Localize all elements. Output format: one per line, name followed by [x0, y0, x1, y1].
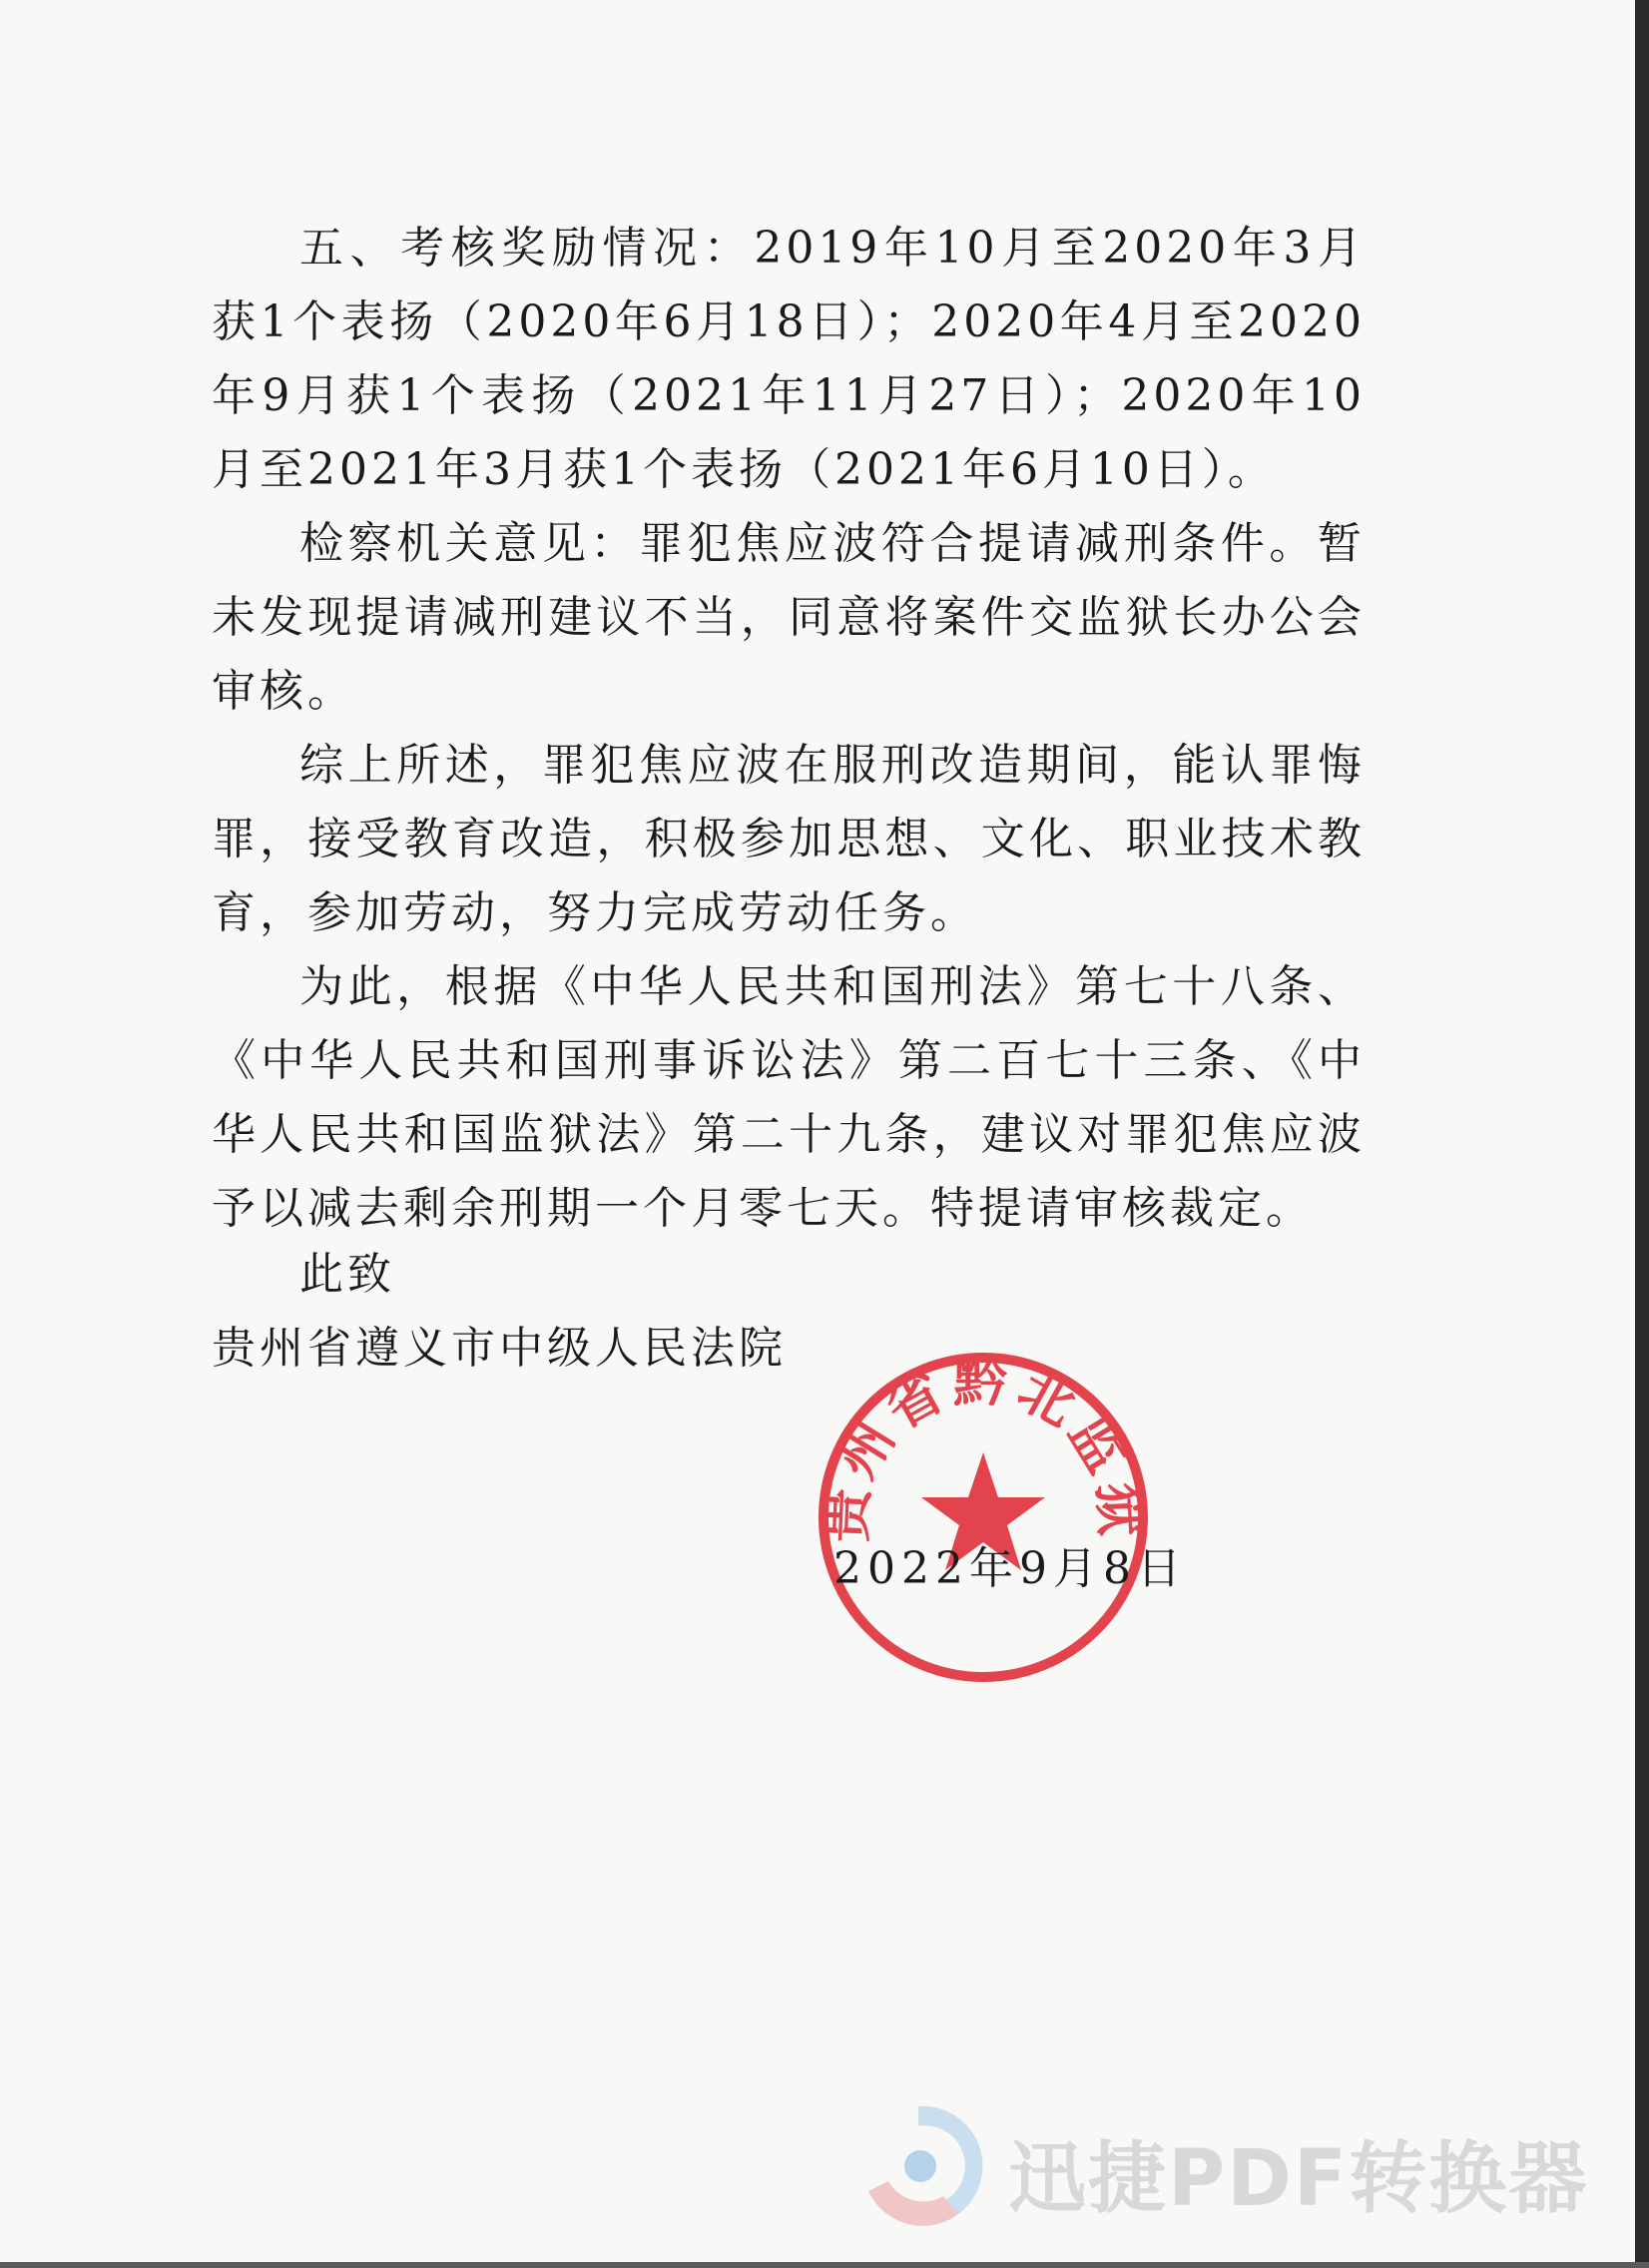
signature-date: 2022年9月8日 — [833, 1543, 1187, 1594]
seal-text: 贵州省黔北监狱 — [814, 1351, 1153, 1544]
document-body — [212, 212, 1366, 1246]
watermark — [848, 2096, 1627, 2236]
official-seal — [809, 1343, 1158, 1692]
paragraph-summary: 综上所述，罪犯焦应波在服刑改造期间，能认罪悔罪，接受教育改造，积极参加思想、文化、职业技术教育，参加劳动，努力完成劳动任务。 — [212, 740, 1366, 938]
scan-edge-right — [1635, 0, 1649, 2268]
paragraph-rewards: 五、考核奖励情况：2019年10月至2020年3月获1个表扬（2020年6月18日）；2020年4月至2020年9月获1个表扬（2021年11月27日）；2020年10月至2021年3月获1个表扬（2021年6月10日）。 — [212, 223, 1366, 495]
watermark-text: 迅捷PDF转换器 — [1008, 2134, 1589, 2224]
paragraph-recommendation: 为此，根据《中华人民共和国刑法》第七十八条、《中华人民共和国刑事诉讼法》第二百七十三条、《中华人民共和国监狱法》第二十九条，建议对罪犯焦应波予以减去剩余刑期一个月零七天。特提请审核裁定。 — [212, 961, 1366, 1234]
xunjie-pdf-logo-icon — [848, 2096, 988, 2236]
paragraph-procuratorate-opinion: 检察机关意见：罪犯焦应波符合提请减刑条件。暂未发现提请减刑建议不当，同意将案件交监狱长办公会审核。 — [212, 518, 1366, 717]
scan-edge-bottom — [0, 2262, 1649, 2268]
addressee: 贵州省遵义市中级人民法院 — [212, 1323, 787, 1374]
closing-salutation: 此致 — [299, 1249, 395, 1300]
